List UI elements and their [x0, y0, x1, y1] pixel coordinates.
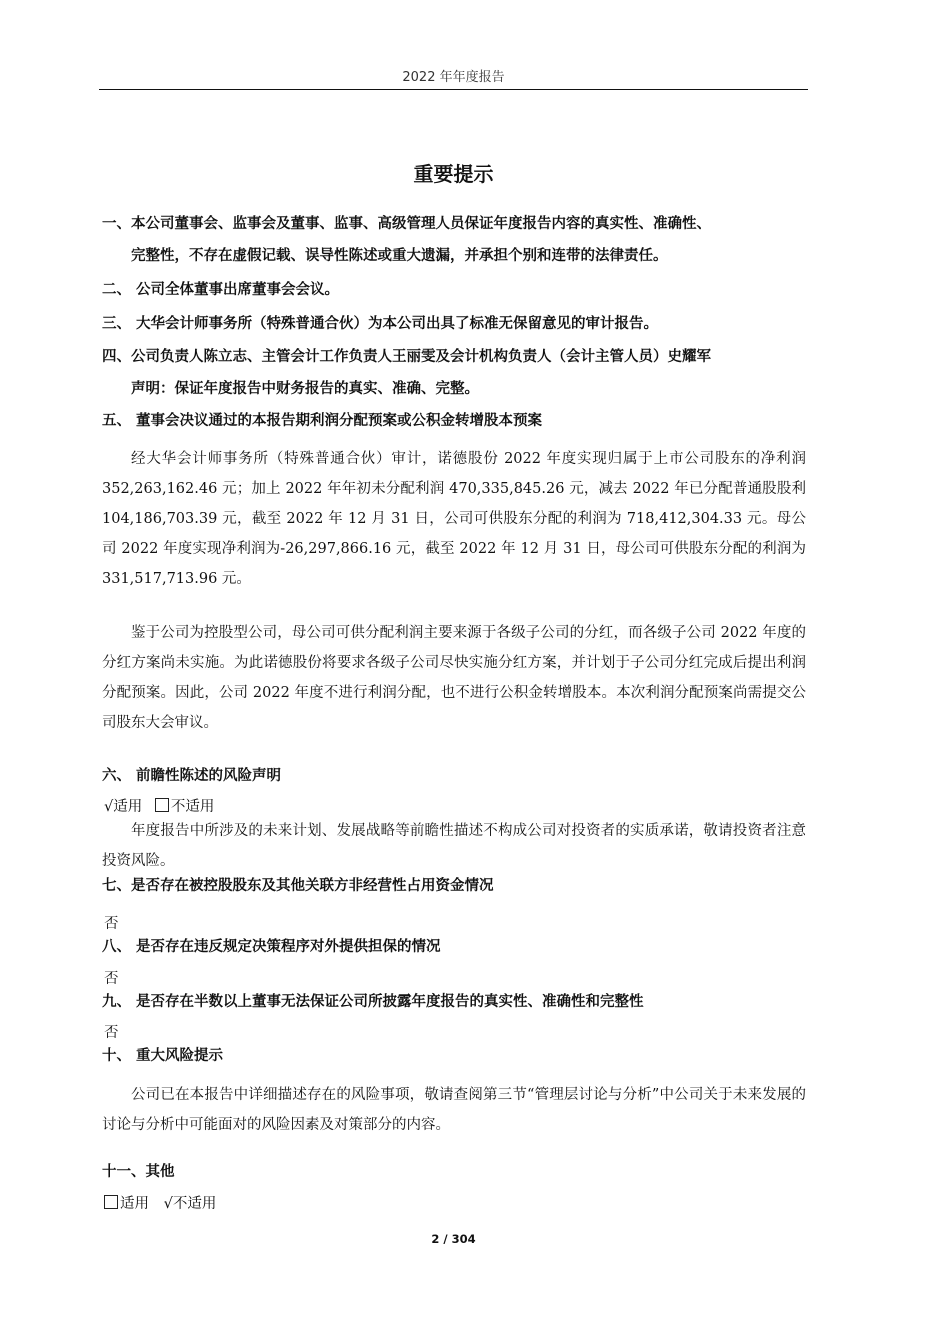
profit-distribution-paragraph: 经大华会计师事务所（特殊普通合伙）审计，诺德股份 2022 年度实现归属于上市公司股东的净利润 352,263,162.46 元；加上 2022 年年初未分配利润 470,335,845.26 元，减去 2022 年已分配普通股股利 104,186,703.39 元，截至 2022 年 12 月 31 日，公司可供股东分配的利润为 718,412,304.33 元。母公司 2022 年度实现净利润为-26,297,866.16 元，截至 2022 年 12 月 31 日，母公司可供股东分配的利润为 331,517,713.96 元。 [102, 451, 806, 587]
item-8-answer: 否 [104, 971, 119, 987]
page-title: 重要提示 [413, 162, 494, 186]
item-9-answer: 否 [104, 1025, 119, 1041]
item-4-line-1: 四、公司负责人陈立志、主管会计工作负责人王丽雯及会计机构负责人（会计主管人员）史耀军 [102, 349, 711, 365]
item-1-line-2: 完整性，不存在虚假记载、误导性陈述或重大遗漏，并承担个别和连带的法律责任。 [131, 248, 668, 264]
checkbox-icon [155, 798, 169, 812]
checkbox-icon [104, 1195, 118, 1209]
item-1-line-1: 一、本公司董事会、监事会及董事、监事、高级管理人员保证年度报告内容的真实性、准确性、 [102, 216, 711, 232]
item-10-heading: 十、 重大风险提示 [102, 1048, 224, 1064]
item-7-answer: 否 [104, 916, 119, 932]
item-9-heading: 九、 是否存在半数以上董事无法保证公司所披露年度报告的真实性、准确性和完整性 [102, 994, 644, 1010]
forward-looking-paragraph: 年度报告中所涉及的未来计划、发展战略等前瞻性描述不构成公司对投资者的实质承诺，敬请投资者注意投资风险。 [102, 823, 806, 869]
item-6-applicable-checked: √适用 [104, 799, 143, 815]
item-8-heading: 八、 是否存在违反规定决策程序对外提供担保的情况 [102, 939, 441, 955]
running-header: 2022 年年度报告 [402, 70, 505, 85]
item-6-options [104, 795, 214, 816]
item-6-heading: 六、 前瞻性陈述的风险声明 [102, 768, 282, 784]
item-11-not-applicable-checked: √不适用 [163, 1196, 217, 1212]
item-11-applicable: 适用 [120, 1196, 149, 1212]
item-11-options [104, 1192, 216, 1213]
item-11-heading: 十一、其他 [102, 1164, 175, 1180]
major-risk-paragraph: 公司已在本报告中详细描述存在的风险事项，敬请查阅第三节“管理层讨论与分析”中公司关于未来发展的讨论与分析中可能面对的风险因素及对策部分的内容。 [102, 1087, 806, 1133]
dividend-plan-paragraph: 鉴于公司为控股型公司，母公司可供分配利润主要来源于各级子公司的分红，而各级子公司 2022 年度的分红方案尚未实施。为此诺德股份将要求各级子公司尽快实施分红方案，并计划于子公司分红完成后提出利润分配预案。因此，公司 2022 年度不进行利润分配，也不进行公积金转增股本。本次利润分配预案尚需提交公司股东大会审议。 [102, 625, 806, 731]
page-number: 2 / 304 [431, 1232, 476, 1246]
item-5-heading: 五、 董事会决议通过的本报告期利润分配预案或公积金转增股本预案 [102, 413, 543, 429]
item-4-line-2: 声明：保证年度报告中财务报告的真实、准确、完整。 [131, 381, 479, 397]
header-rule [99, 89, 808, 90]
item-6-not-applicable: 不适用 [170, 799, 215, 815]
item-7-heading: 七、是否存在被控股股东及其他关联方非经营性占用资金情况 [102, 878, 494, 894]
item-3: 三、 大华会计师事务所（特殊普通合伙）为本公司出具了标准无保留意见的审计报告。 [102, 316, 659, 332]
item-2: 二、 公司全体董事出席董事会会议。 [102, 282, 340, 298]
